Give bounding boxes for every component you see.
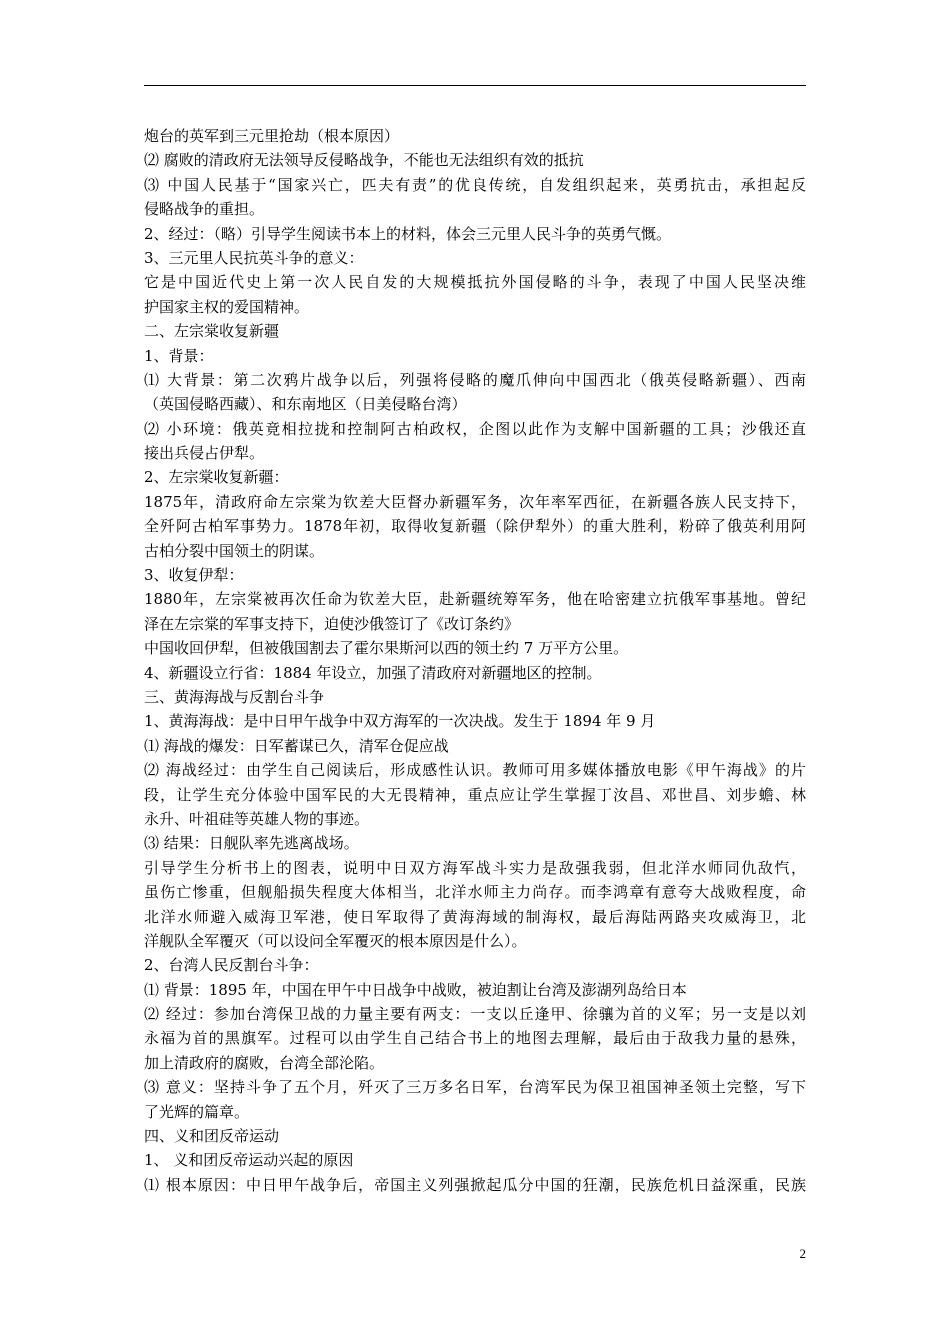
text-line: ⑶ 结果：日舰队率先逃离战场。: [144, 834, 359, 853]
text-line: 二、左宗棠收复新疆: [144, 322, 280, 341]
text-line: 永升、叶祖硅等英雄人物的事迹。: [144, 809, 370, 828]
text-line: 引导学生分析书上的图表，说明中日双方海军战斗实力是敌强我弱，但北洋水师同仇敌忾，: [144, 858, 806, 877]
page-number: 2: [799, 1246, 806, 1261]
text-line: 古柏分裂中国领土的阴谋。: [144, 541, 325, 560]
text-line: 永福为首的黑旗军。过程可以由学生自己结合书上的地图去理解，最后由于敌我力量的悬殊，: [144, 1029, 806, 1048]
text-line: 1、 义和团反帝运动兴起的原因: [144, 1151, 354, 1170]
document-body: [144, 124, 806, 1197]
text-line: 三、黄海海战与反割台斗争: [144, 687, 325, 706]
text-line: 2、台湾人民反割台斗争：: [144, 956, 319, 975]
text-line: ⑶ 意义：坚持斗争了五个月，歼灭了三万多名日军，台湾军民为保卫祖国神圣领土完整，写下: [144, 1078, 806, 1097]
text-line: ⑵ 腐败的清政府无法领导反侵略战争，不能也无法组织有效的抵抗: [144, 151, 584, 170]
text-line: 1、背景：: [144, 346, 214, 365]
text-line: 全歼阿古柏军事势力。1878年初，取得收复新疆（除伊犁外）的重大胜利，粉碎了俄英利用阿: [144, 517, 806, 536]
text-line: 护国家主权的爱国精神。: [144, 297, 310, 316]
text-line: 中国收回伊犁，但被俄国割去了霍尔果斯河以西的领土约 7 万平方公里。: [144, 639, 629, 658]
text-line: 接出兵侵占伊犁。: [144, 444, 265, 463]
text-line: 泽在左宗棠的军事支持下，迫使沙俄签订了《改订条约》: [144, 614, 520, 633]
text-line: 1875年，清政府命左宗棠为钦差大臣督办新疆军务，次年率军西征，在新疆各族人民支持下，: [144, 492, 806, 511]
text-line: 虽伤亡惨重，但舰船损失程度大体相当，北洋水师主力尚存。而李鸿章有意夸大战败程度，命: [144, 883, 806, 902]
text-line: 了光辉的篇章。: [144, 1102, 250, 1121]
text-line: ⑴ 根本原因：中日甲午战争后，帝国主义列强掀起瓜分中国的狂潮，民族危机日益深重，民族: [144, 1175, 806, 1194]
text-line: ⑴ 海战的爆发：日军蓄谋已久，清军仓促应战: [144, 736, 449, 755]
text-line: ⑵ 经过：参加台湾保卫战的力量主要有两支：一支以丘逢甲、徐骧为首的义军；另一支是以刘: [144, 1005, 806, 1024]
text-line: 加上清政府的腐败，台湾全部沦陷。: [144, 1053, 385, 1072]
text-line: 4、新疆设立行省：1884 年设立，加强了清政府对新疆地区的控制。: [144, 663, 602, 682]
text-line: ⑵ 海战经过：由学生自己阅读后，形成感性认识。教师可用多媒体播放电影《甲午海战》的片: [144, 761, 806, 780]
text-line: 3、三元里人民抗英斗争的意义：: [144, 248, 364, 267]
text-line: 它是中国近代史上第一次人民自发的大规模抵抗外国侵略的斗争，表现了中国人民坚决维: [144, 273, 806, 292]
text-line: ⑵ 小环境：俄英竟相拉拢和控制阿古柏政权，企图以此作为支解中国新疆的工具；沙俄还直: [144, 419, 806, 438]
text-line: 1、黄海海战：是中日甲午战争中双方海军的一次决战。发生于 1894 年 9 月: [144, 712, 656, 731]
text-line: 炮台的英军到三元里抢劫（根本原因）: [144, 127, 400, 145]
text-line: 侵略战争的重担。: [144, 200, 265, 219]
text-line: ⑴ 背景：1895 年，中国在甲午中日战争中战败，被迫割让台湾及澎湖列岛给日本: [144, 980, 687, 999]
text-line: 2、经过：（略）引导学生阅读书本上的材料，体会三元里人民斗争的英勇气慨。: [144, 224, 672, 243]
text-line: （英国侵略西藏）、和东南地区（日美侵略台湾）: [144, 395, 467, 414]
text-line: 段，让学生充分体验中国军民的大无畏精神，重点应让学生掌握丁汝昌、邓世昌、刘步蟾、林: [144, 785, 806, 804]
header-rule: [144, 85, 806, 86]
text-line: 1880年，左宗棠被再次任命为钦差大臣，赴新疆统筹军务，他在哈密建立抗俄军事基地。曾纪: [144, 590, 806, 609]
text-line: 四、义和团反帝运动: [144, 1127, 280, 1146]
text-line: 2、左宗棠收复新疆：: [144, 468, 289, 487]
text-line: 3、收复伊犁：: [144, 566, 244, 585]
text-line: 北洋水师避入威海卫军港，使日军取得了黄海海域的制海权，最后海陆两路夹攻威海卫，北: [144, 907, 806, 926]
text-line: 洋舰队全军覆灭（可以设问全军覆灭的根本原因是什么）。: [144, 931, 527, 950]
text-line: ⑶ 中国人民基于“国家兴亡，匹夫有责”的优良传统，自发组织起来，英勇抗击，承担起反: [144, 175, 806, 194]
text-line: ⑴ 大背景：第二次鸦片战争以后，列强将侵略的魔爪伸向中国西北（俄英侵略新疆）、西南: [144, 370, 806, 389]
